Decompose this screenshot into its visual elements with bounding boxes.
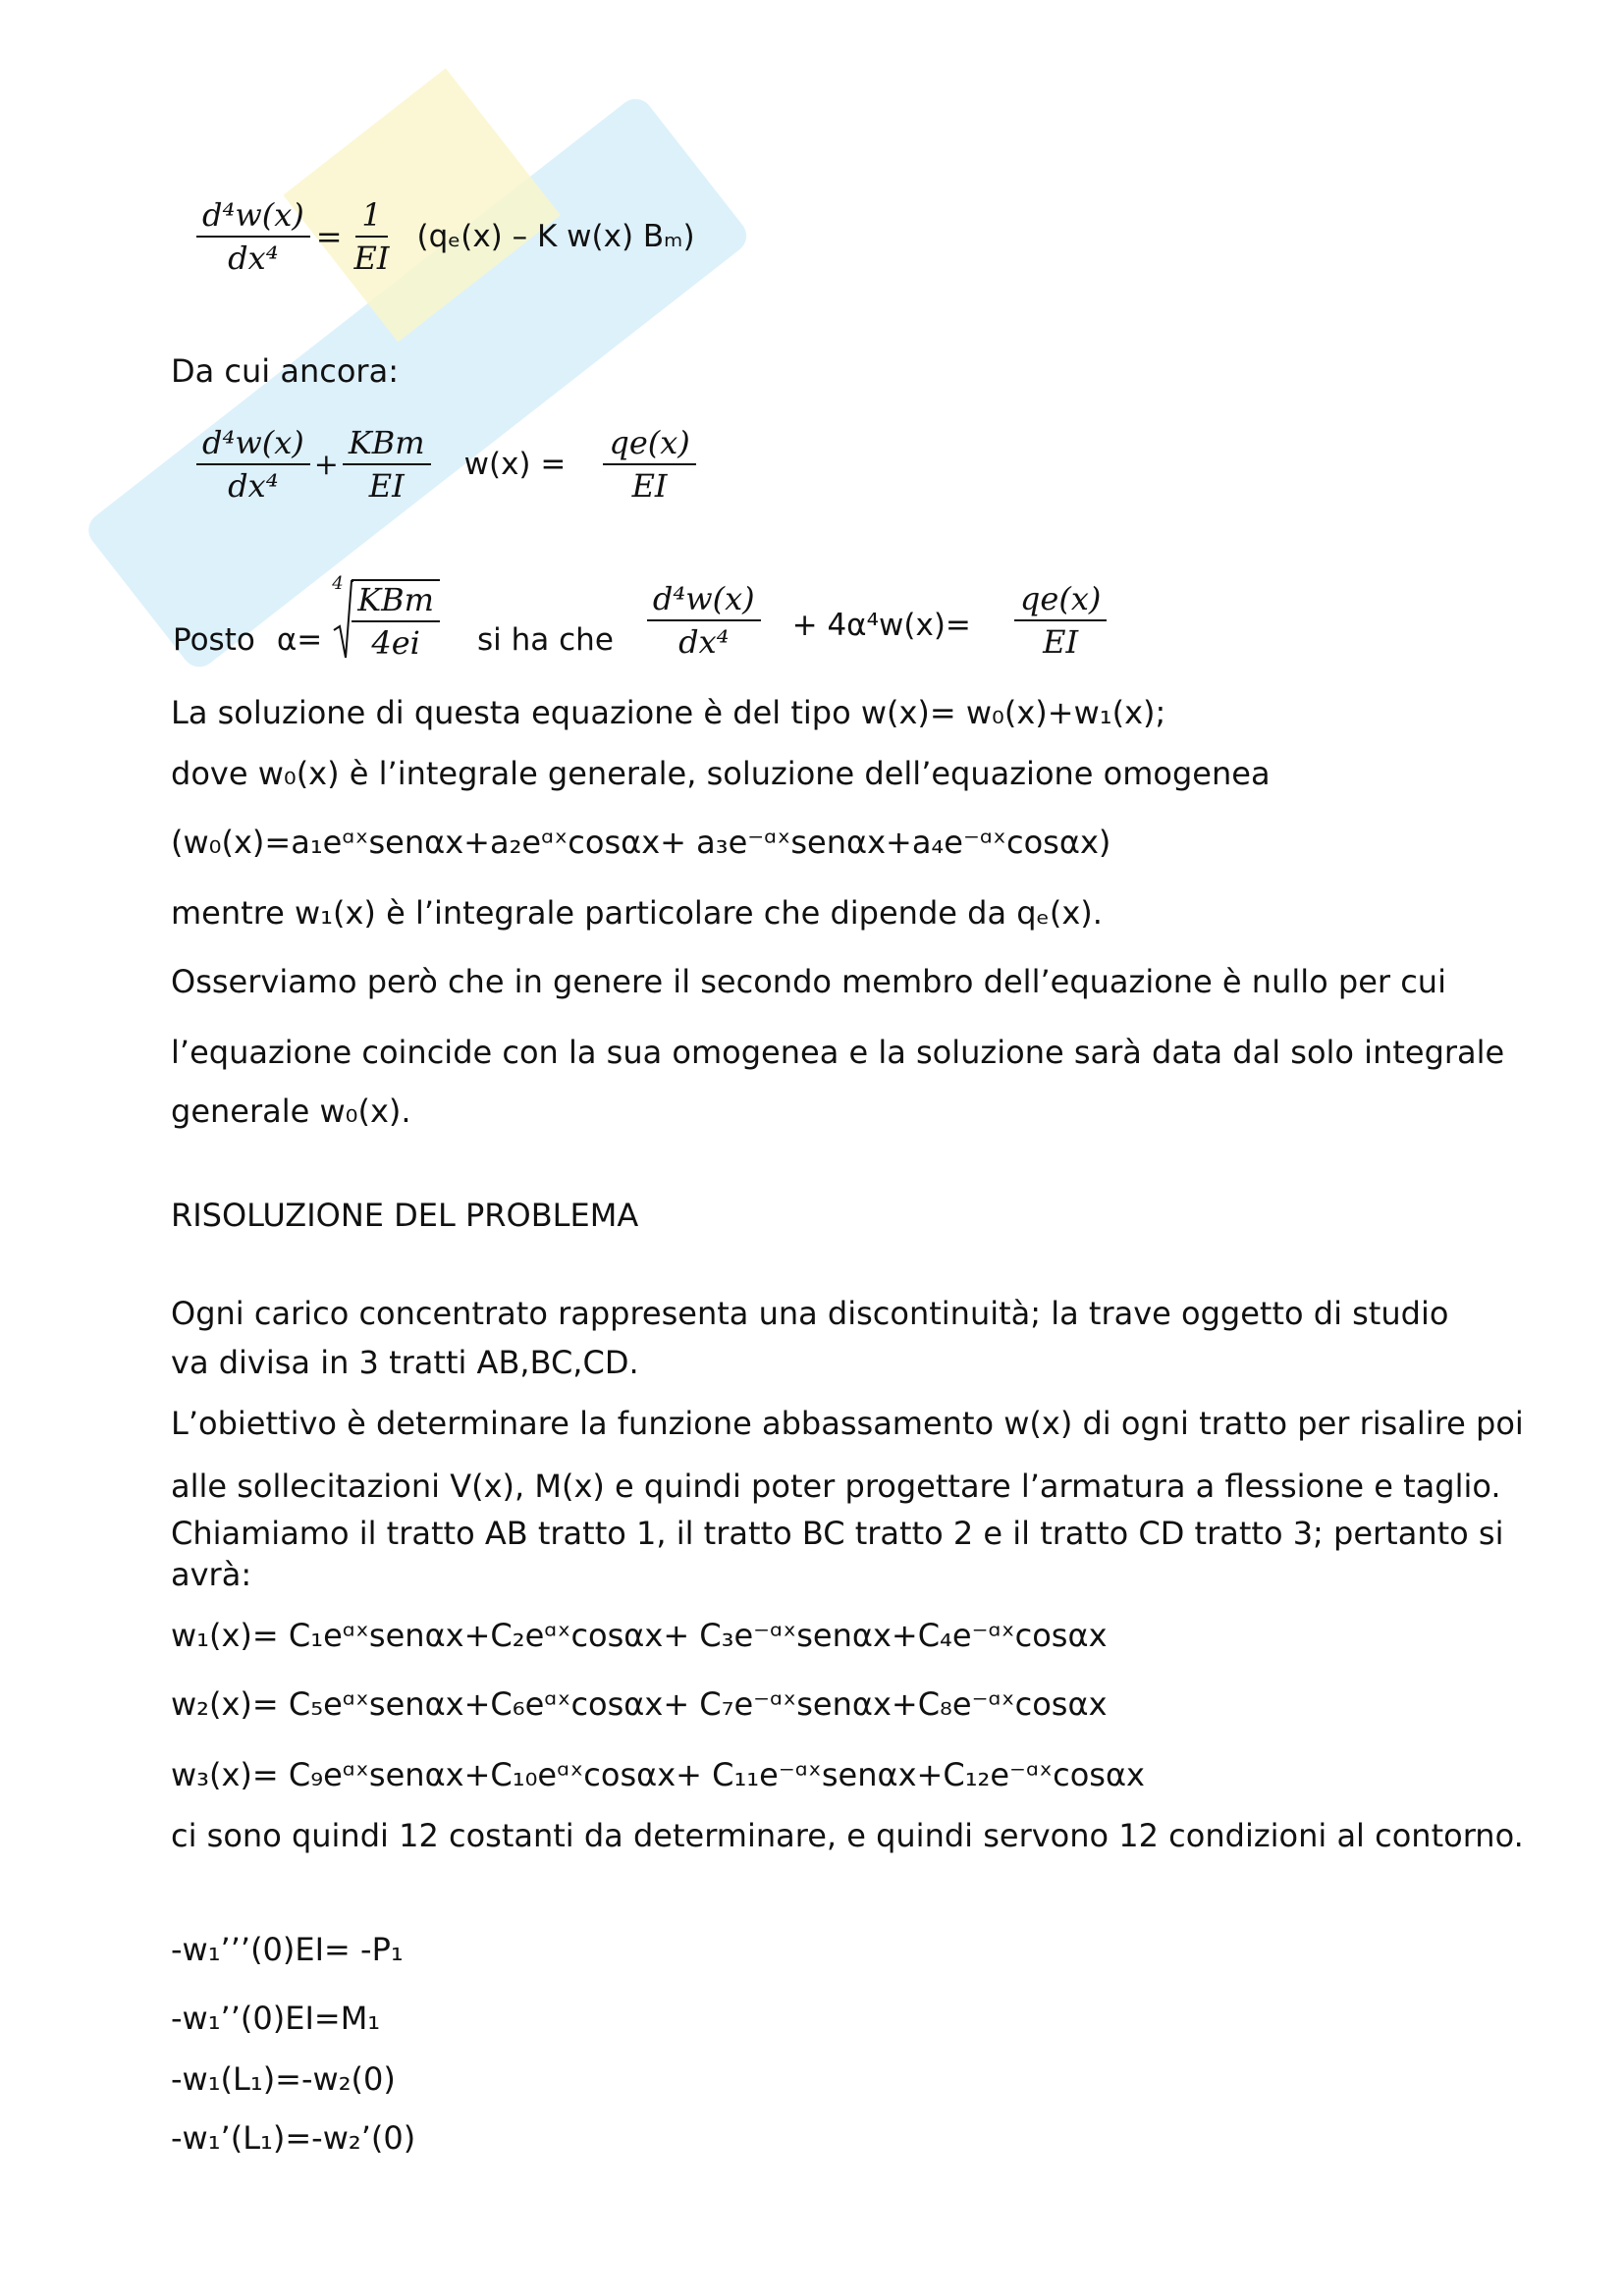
paragraph-line: ci sono quindi 12 costanti da determinare, e quindi servono 12 condizioni al contorno.	[171, 1817, 1524, 1854]
equation-w3: w₃(x)= C₉eᵅˣsenαx+C₁₀eᵅˣcosαx+ C₁₁e⁻ᵅˣsenαx+C₁₂e⁻ᵅˣcosαx	[171, 1756, 1145, 1793]
fraction-qe-ei	[1014, 580, 1107, 661]
alpha-equals: α=	[276, 622, 323, 658]
paragraph-line: mentre w₁(x) è l’integrale particolare che dipende da qₑ(x).	[171, 894, 1103, 932]
fraction-d4w-dx4	[196, 424, 310, 505]
equation-w1: w₁(x)= C₁eᵅˣsenαx+C₂eᵅˣcosαx+ C₃e⁻ᵅˣsenαx+C₄e⁻ᵅˣcosαx	[171, 1617, 1108, 1654]
fraction-kbm-ei	[343, 424, 431, 505]
boundary-condition: -w₁’’’(0)EI= -P₁	[171, 1931, 404, 1968]
fourth-root	[332, 573, 444, 662]
numerator: d⁴w(x)	[196, 424, 310, 465]
numerator: 1	[355, 196, 387, 238]
paragraph-line: La soluzione di questa equazione è del tipo w(x)= w₀(x)+w₁(x);	[171, 694, 1166, 731]
paragraph-line: Chiamiamo il tratto AB tratto 1, il tratto BC tratto 2 e il tratto CD tratto 3; pertanto si	[171, 1515, 1504, 1552]
alpha-term: + 4α⁴w(x)=	[791, 608, 971, 643]
paragraph-line: Ogni carico concentrato rappresenta una discontinuità; la trave oggetto di studio	[171, 1295, 1449, 1332]
denominator: 4ei	[371, 624, 420, 662]
denominator: EI	[1043, 623, 1079, 661]
text-da-cui: Da cui ancora:	[171, 352, 399, 390]
fraction-d4w-dx4	[647, 580, 761, 661]
paragraph-line: Osserviamo però che in genere il secondo membro dell’equazione è nullo per cui	[171, 963, 1446, 1000]
denominator: dx⁴	[228, 467, 279, 505]
paragraph-line: generale w₀(x).	[171, 1093, 411, 1130]
paragraph-line: L’obiettivo è determinare la funzione abbassamento w(x) di ogni tratto per risalire poi	[171, 1405, 1524, 1442]
boundary-condition: -w₁(L₁)=-w₂(0)	[171, 2060, 396, 2098]
text-si-ha-che: si ha che	[477, 622, 614, 658]
paragraph-line: avrà:	[171, 1556, 252, 1593]
boundary-condition: -w₁’(L₁)=-w₂’(0)	[171, 2119, 416, 2157]
fraction-qe-ei	[603, 424, 695, 505]
equation-w2: w₂(x)= C₅eᵅˣsenαx+C₆eᵅˣcosαx+ C₇e⁻ᵅˣsenαx+C₈e⁻ᵅˣcosαx	[171, 1685, 1108, 1723]
text-posto: Posto	[173, 622, 255, 658]
plus-sign: +	[313, 447, 339, 482]
formula-alpha	[173, 573, 1110, 662]
paragraph-line: va divisa in 3 tratti AB,BC,CD.	[171, 1344, 639, 1381]
denominator: dx⁴	[678, 623, 730, 661]
boundary-condition: -w₁’’(0)EI=M₁	[171, 2000, 381, 2037]
load-term: (qₑ(x) – K w(x) Bₘ)	[416, 219, 695, 254]
formula-beam-equation	[192, 196, 695, 277]
paragraph-line: l’equazione coincide con la sua omogenea e la soluzione sarà data dal solo integrale	[171, 1034, 1505, 1071]
paragraph-line: (w₀(x)=a₁eᵅˣsenαx+a₂eᵅˣcosαx+ a₃e⁻ᵅˣsenαx+a₄e⁻ᵅˣcosαx)	[171, 824, 1111, 861]
fraction-kbm-4ei	[352, 579, 440, 662]
formula-rearranged	[192, 424, 700, 505]
fraction-d4w-dx4	[196, 196, 310, 277]
numerator: KBm	[343, 424, 431, 465]
fraction-one-over-ei	[349, 196, 396, 277]
equals-sign: =	[315, 218, 343, 255]
section-heading: RISOLUZIONE DEL PROBLEMA	[171, 1197, 639, 1234]
numerator: d⁴w(x)	[196, 196, 310, 238]
denominator: EI	[368, 467, 405, 505]
root-index: 4	[332, 573, 344, 594]
numerator: d⁴w(x)	[647, 580, 761, 621]
denominator: dx⁴	[228, 240, 279, 277]
denominator: EI	[353, 240, 390, 277]
wx-term: w(x) =	[463, 447, 567, 482]
numerator: qe(x)	[1014, 580, 1107, 621]
paragraph-line: dove w₀(x) è l’integrale generale, soluzione dell’equazione omogenea	[171, 755, 1271, 792]
denominator: EI	[631, 467, 668, 505]
paragraph-line: alle sollecitazioni V(x), M(x) e quindi poter progettare l’armatura a flessione e taglio.	[171, 1468, 1501, 1505]
numerator: KBm	[352, 581, 440, 622]
numerator: qe(x)	[603, 424, 695, 465]
